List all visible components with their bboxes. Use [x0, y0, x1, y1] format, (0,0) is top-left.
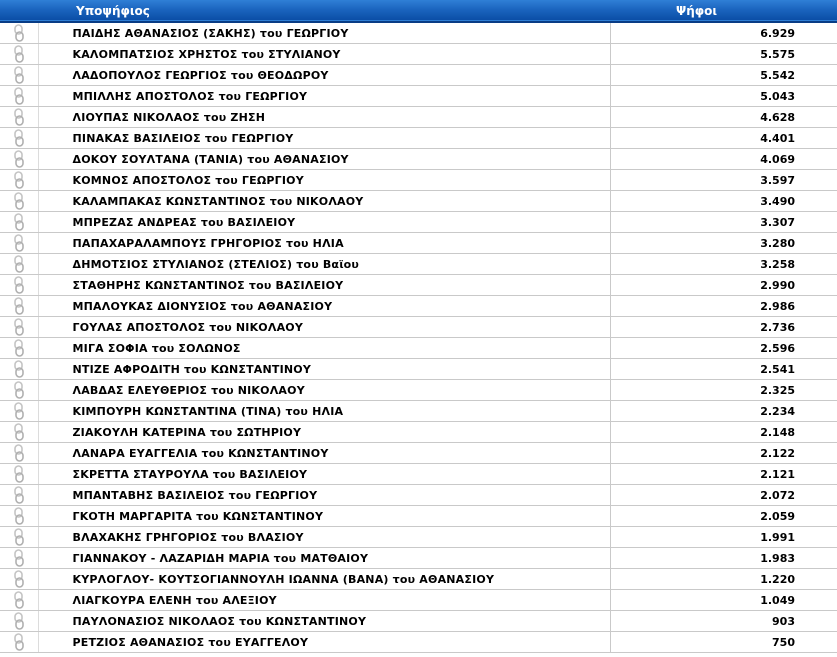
table-row[interactable]	[0, 569, 837, 590]
candidate-votes: 4.401	[610, 128, 837, 149]
candidate-votes: 2.986	[610, 296, 837, 317]
table-row[interactable]	[0, 338, 837, 359]
candidate-votes: 3.258	[610, 254, 837, 275]
table-row[interactable]	[0, 22, 837, 44]
table-row[interactable]	[0, 506, 837, 527]
candidate-votes: 2.072	[610, 485, 837, 506]
candidate-votes: 2.234	[610, 401, 837, 422]
candidate-name: ΠΑΙΔΗΣ ΑΘΑΝΑΣΙΟΣ (ΣΑΚΗΣ) του ΓΕΩΡΓΙΟΥ	[38, 22, 610, 44]
candidate-name: ΜΙΓΑ ΣΟΦΙΑ του ΣΟΛΩΝΟΣ	[38, 338, 610, 359]
candidate-name: ΜΠΙΛΛΗΣ ΑΠΟΣΤΟΛΟΣ του ΓΕΩΡΓΙΟΥ	[38, 86, 610, 107]
candidate-name: ΚΑΛΟΜΠΑΤΣΙΟΣ ΧΡΗΣΤΟΣ του ΣΤΥΛΙΑΝΟΥ	[38, 44, 610, 65]
header-candidate[interactable]: Υποψήφιος	[76, 3, 150, 18]
chain-link-icon[interactable]	[13, 129, 25, 147]
chain-link-icon[interactable]	[13, 171, 25, 189]
chain-link-icon[interactable]	[13, 87, 25, 105]
candidate-votes: 4.069	[610, 149, 837, 170]
candidate-votes: 903	[610, 611, 837, 632]
candidate-name: ΛΙΟΥΠΑΣ ΝΙΚΟΛΑΟΣ του ΖΗΣΗ	[38, 107, 610, 128]
table-row[interactable]	[0, 443, 837, 464]
table-row[interactable]	[0, 296, 837, 317]
table-row[interactable]	[0, 548, 837, 569]
candidate-name: ΖΙΑΚΟΥΛΗ ΚΑΤΕΡΙΝΑ του ΣΩΤΗΡΙΟΥ	[38, 422, 610, 443]
chain-link-icon[interactable]	[13, 507, 25, 525]
candidate-name: ΚΥΡΛΟΓΛΟΥ- ΚΟΥΤΣΟΓΙΑΝΝΟΥΛΗ ΙΩΑΝΝΑ (ΒΑΝΑ) του ΑΘΑΝΑΣΙΟΥ	[38, 569, 610, 590]
table-row[interactable]	[0, 65, 837, 86]
chain-link-icon[interactable]	[13, 591, 25, 609]
candidate-votes: 5.575	[610, 44, 837, 65]
candidate-name: ΔΗΜΟΤΣΙΟΣ ΣΤΥΛΙΑΝΟΣ (ΣΤΕΛΙΟΣ) του Βαϊου	[38, 254, 610, 275]
chain-link-icon[interactable]	[13, 150, 25, 168]
table-row[interactable]	[0, 191, 837, 212]
table-row[interactable]	[0, 611, 837, 632]
candidate-name: ΓΚΟΤΗ ΜΑΡΓΑΡΙΤΑ του ΚΩΝΣΤΑΝΤΙΝΟΥ	[38, 506, 610, 527]
candidate-votes: 1.220	[610, 569, 837, 590]
table-row[interactable]	[0, 275, 837, 296]
header-votes[interactable]: Ψήφοι	[676, 3, 718, 18]
chain-link-icon[interactable]	[13, 633, 25, 651]
header-icon-column	[0, 0, 38, 22]
chain-link-icon[interactable]	[13, 45, 25, 63]
candidate-name: ΛΑΔΟΠΟΥΛΟΣ ΓΕΩΡΓΙΟΣ του ΘΕΟΔΩΡΟΥ	[38, 65, 610, 86]
candidate-votes: 2.596	[610, 338, 837, 359]
candidate-name: ΣΤΑΘΗΡΗΣ ΚΩΝΣΤΑΝΤΙΝΟΣ του ΒΑΣΙΛΕΙΟΥ	[38, 275, 610, 296]
chain-link-icon[interactable]	[13, 66, 25, 84]
chain-link-icon[interactable]	[13, 528, 25, 546]
candidate-votes: 2.325	[610, 380, 837, 401]
table-row[interactable]	[0, 590, 837, 611]
chain-link-icon[interactable]	[13, 402, 25, 420]
candidate-name: ΣΚΡΕΤΤΑ ΣΤΑΥΡΟΥΛΑ του ΒΑΣΙΛΕΙΟΥ	[38, 464, 610, 485]
candidate-votes: 4.628	[610, 107, 837, 128]
candidate-name: ΔΟΚΟΥ ΣΟΥΛΤΑΝΑ (ΤΑΝΙΑ) του ΑΘΑΝΑΣΙΟΥ	[38, 149, 610, 170]
chain-link-icon[interactable]	[13, 549, 25, 567]
table-row[interactable]	[0, 401, 837, 422]
chain-link-icon[interactable]	[13, 318, 25, 336]
table-body	[0, 22, 837, 653]
candidate-votes: 750	[610, 632, 837, 653]
chain-link-icon[interactable]	[13, 297, 25, 315]
table-row[interactable]	[0, 86, 837, 107]
candidate-name: ΠΙΝΑΚΑΣ ΒΑΣΙΛΕΙΟΣ του ΓΕΩΡΓΙΟΥ	[38, 128, 610, 149]
chain-link-icon[interactable]	[13, 486, 25, 504]
table-row[interactable]	[0, 233, 837, 254]
chain-link-icon[interactable]	[13, 276, 25, 294]
candidate-votes: 3.280	[610, 233, 837, 254]
candidate-votes: 5.043	[610, 86, 837, 107]
table-row[interactable]	[0, 107, 837, 128]
table-row[interactable]	[0, 422, 837, 443]
candidate-name: ΚΙΜΠΟΥΡΗ ΚΩΝΣΤΑΝΤΙΝΑ (ΤΙΝΑ) του ΗΛΙΑ	[38, 401, 610, 422]
candidate-votes: 2.059	[610, 506, 837, 527]
candidate-name: ΚΟΜΝΟΣ ΑΠΟΣΤΟΛΟΣ του ΓΕΩΡΓΙΟΥ	[38, 170, 610, 191]
candidate-name: ΚΑΛΑΜΠΑΚΑΣ ΚΩΝΣΤΑΝΤΙΝΟΣ του ΝΙΚΟΛΑΟΥ	[38, 191, 610, 212]
chain-link-icon[interactable]	[13, 465, 25, 483]
table-row[interactable]	[0, 212, 837, 233]
chain-link-icon[interactable]	[13, 255, 25, 273]
chain-link-icon[interactable]	[13, 234, 25, 252]
candidate-votes: 2.121	[610, 464, 837, 485]
candidate-votes: 2.148	[610, 422, 837, 443]
candidate-votes: 1.983	[610, 548, 837, 569]
table-row[interactable]	[0, 254, 837, 275]
chain-link-icon[interactable]	[13, 24, 25, 42]
candidate-name: ΛΑΒΔΑΣ ΕΛΕΥΘΕΡΙΟΣ του ΝΙΚΟΛΑΟΥ	[38, 380, 610, 401]
chain-link-icon[interactable]	[13, 423, 25, 441]
chain-link-icon[interactable]	[13, 612, 25, 630]
chain-link-icon[interactable]	[13, 444, 25, 462]
candidate-name: ΜΠΑΛΟΥΚΑΣ ΔΙΟΝΥΣΙΟΣ του ΑΘΑΝΑΣΙΟΥ	[38, 296, 610, 317]
candidate-votes: 5.542	[610, 65, 837, 86]
candidate-votes: 3.307	[610, 212, 837, 233]
table-row[interactable]	[0, 632, 837, 653]
candidate-votes: 3.490	[610, 191, 837, 212]
candidate-votes: 2.541	[610, 359, 837, 380]
candidate-name: ΠΑΠΑΧΑΡΑΛΑΜΠΟΥΣ ΓΡΗΓΟΡΙΟΣ του ΗΛΙΑ	[38, 233, 610, 254]
table-row[interactable]	[0, 44, 837, 65]
candidate-name: ΡΕΤΖΙΟΣ ΑΘΑΝΑΣΙΟΣ του ΕΥΑΓΓΕΛΟΥ	[38, 632, 610, 653]
table-row[interactable]	[0, 485, 837, 506]
candidate-votes: 1.049	[610, 590, 837, 611]
chain-link-icon[interactable]	[13, 108, 25, 126]
table-row[interactable]	[0, 149, 837, 170]
candidate-votes: 2.990	[610, 275, 837, 296]
candidate-name: ΜΠΡΕΖΑΣ ΑΝΔΡΕΑΣ του ΒΑΣΙΛΕΙΟΥ	[38, 212, 610, 233]
chain-link-icon[interactable]	[13, 213, 25, 231]
table-row[interactable]	[0, 464, 837, 485]
candidate-name: ΒΛΑΧΑΚΗΣ ΓΡΗΓΟΡΙΟΣ του ΒΛΑΣΙΟΥ	[38, 527, 610, 548]
candidate-name: ΛΑΝΑΡΑ ΕΥΑΓΓΕΛΙΑ του ΚΩΝΣΤΑΝΤΙΝΟΥ	[38, 443, 610, 464]
chain-link-icon[interactable]	[13, 360, 25, 378]
candidate-name: ΠΑΥΛΟΝΑΣΙΟΣ ΝΙΚΟΛΑΟΣ του ΚΩΝΣΤΑΝΤΙΝΟΥ	[38, 611, 610, 632]
chain-link-icon[interactable]	[13, 192, 25, 210]
candidate-name: ΛΙΑΓΚΟΥΡΑ ΕΛΕΝΗ του ΑΛΕΞΙΟΥ	[38, 590, 610, 611]
chain-link-icon[interactable]	[13, 339, 25, 357]
chain-link-icon[interactable]	[13, 381, 25, 399]
table-header	[0, 0, 837, 22]
candidate-name: ΜΠΑΝΤΑΒΗΣ ΒΑΣΙΛΕΙΟΣ του ΓΕΩΡΓΙΟΥ	[38, 485, 610, 506]
candidate-votes: 3.597	[610, 170, 837, 191]
candidate-votes: 2.122	[610, 443, 837, 464]
candidate-votes: 6.929	[610, 22, 837, 44]
table-row[interactable]	[0, 359, 837, 380]
table-row[interactable]	[0, 170, 837, 191]
table-row[interactable]	[0, 128, 837, 149]
candidate-votes: 2.736	[610, 317, 837, 338]
candidate-name: ΓΟΥΛΑΣ ΑΠΟΣΤΟΛΟΣ του ΝΙΚΟΛΑΟΥ	[38, 317, 610, 338]
table-row[interactable]	[0, 527, 837, 548]
candidate-name: ΓΙΑΝΝΑΚΟΥ - ΛΑΖΑΡΙΔΗ ΜΑΡΙΑ του ΜΑΤΘΑΙΟΥ	[38, 548, 610, 569]
table-row[interactable]	[0, 380, 837, 401]
candidate-name: ΝΤΙΖΕ ΑΦΡΟΔΙΤΗ του ΚΩΝΣΤΑΝΤΙΝΟΥ	[38, 359, 610, 380]
table-row[interactable]	[0, 317, 837, 338]
chain-link-icon[interactable]	[13, 570, 25, 588]
candidate-votes: 1.991	[610, 527, 837, 548]
